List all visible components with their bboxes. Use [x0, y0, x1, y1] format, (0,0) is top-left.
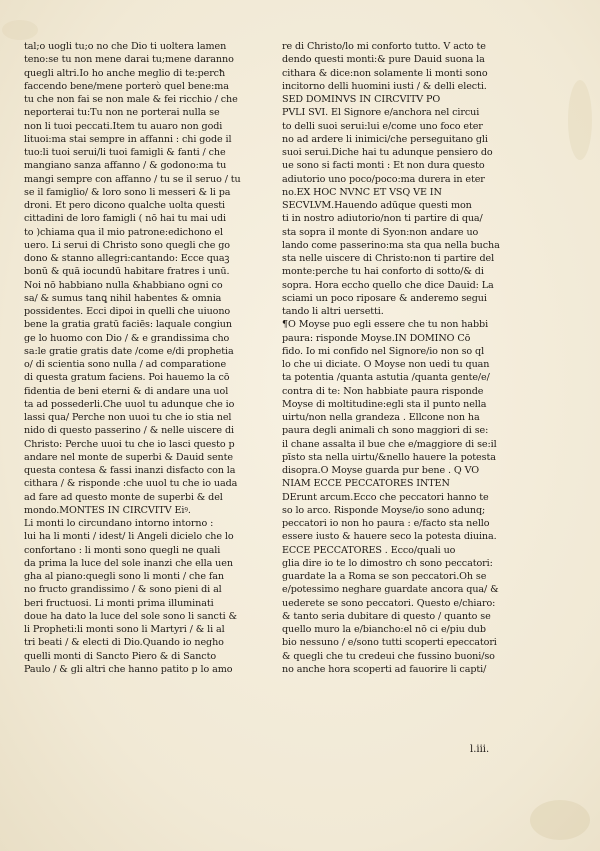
text-line: sopra. Hora eccho quello che dice Dauid: La	[282, 279, 494, 291]
text-line: lassi qua/ Perche non uuoi tu che io stia nel	[24, 412, 232, 423]
text-line: uero. Li serui di Christo sono quegli che go	[24, 239, 230, 251]
text-line: NIAM ECCE PECCATORES INTEN	[282, 478, 450, 490]
text-line: tu che non fai se non male & fei ricchio / che	[24, 94, 238, 105]
text-line: fidentia de beni eterni & di andare una uol	[24, 385, 229, 397]
text-line: DErunt arcum.Ecco che peccatori hanno te	[282, 491, 489, 503]
text-line: & quegli che tu credeui che fussino buoni/so	[282, 650, 495, 662]
text-line: beri fructuosi. Li monti prima illuminati	[24, 597, 214, 609]
text-line: re di Christo/lo mi conforto tutto. V acto te	[282, 41, 486, 52]
text-line: Noi nō habbiano nulla &habbiano ogni co	[24, 279, 223, 291]
text-line: Paulo / & gli altri che hanno patito p lo amo	[24, 663, 233, 675]
text-line: faccendo bene/mene porterò quel bene:ma	[24, 80, 229, 92]
text-line: lui ha li monti / idest/ li Angeli dicielo che lo	[24, 531, 234, 543]
text-line: peccatori io non ho paura : e/facto sta nello	[282, 518, 490, 529]
text-line: sta sopra il monte di Syon:non andare uo	[282, 226, 479, 238]
text-line: dono & stanno allegri:cantando: Ecce quaꝫ	[24, 253, 230, 264]
text-line: non li tuoi peccati.Item tu auaro non godi	[24, 120, 223, 132]
right-text-column	[282, 40, 522, 676]
text-line: doue ha dato la luce del sole sono li sancti &	[24, 610, 237, 622]
text-line: uirtu/non nella grandeza . Ellcone non ha	[282, 412, 480, 423]
text-line: li Propheti:li monti sono li Martyri / & li al	[24, 624, 225, 635]
text-line: quello muro la e/biancho:el nō ci e/piu dub	[282, 624, 486, 635]
text-line: mangi sempre con affanno / tu se il seruo / tu	[24, 173, 241, 185]
text-line: sa:le gratie gratis date /come e/di prophetia	[24, 345, 234, 357]
text-line: cithara & dice:non solamente li monti sono	[282, 67, 488, 79]
text-line: paura: risponde Moyse.IN DOMINO Cō	[282, 332, 471, 344]
text-line: sciami un poco riposare & anderemo segui	[282, 292, 487, 304]
text-line: no fructo grandissimo / & sono pieni di al	[24, 584, 222, 596]
text-line: & tanto seria dubitare di questo / quanto se	[282, 610, 491, 622]
text-line: disopra.O Moyse guarda pur bene . Q VO	[282, 465, 480, 476]
text-line: essere iusto & hauere seco la potesta diuina.	[282, 531, 497, 543]
text-line: questa contesa & fassi inanzi disfacto con la	[24, 465, 236, 476]
text-line: droni. Et pero dicono qualche uolta questi	[24, 200, 226, 211]
text-line: lo che ui diciate. O Moyse non uedi tu quan	[282, 359, 490, 370]
text-line: tuo:li tuoi serui/li tuoi famigli & fanti / che	[24, 147, 226, 158]
text-line: no.EX HOC NVNC ET VSQ VE IN	[282, 186, 442, 198]
text-line: quelli monti di Sancto Piero & di Sancto	[24, 650, 216, 662]
text-line: ad fare ad questo monte de superbi & del	[24, 491, 223, 503]
text-line: o/ di scientia sono nulla / ad comparatione	[24, 359, 227, 370]
text-line: nido di questo passerino / & nelle uiscere di	[24, 425, 234, 437]
text-line: Christo: Perche uuoi tu che io lasci questo p	[24, 438, 235, 450]
text-line: adiutorio uno poco/poco:ma durera in eter	[282, 173, 485, 185]
text-line: SECVLVM.Hauendo adūque questi mon	[282, 200, 472, 211]
text-line: incitorno delli huomini iusti / & delli electi.	[282, 80, 487, 92]
left-text-column	[24, 40, 260, 676]
text-line: mondo.MONTES IN CIRCVITV Eiꝰ.	[24, 504, 191, 516]
text-line: bene la gratia gratū faciēs: laquale congiun	[24, 319, 232, 331]
text-line: no ad ardere li inimici/che perseguitano gli	[282, 133, 488, 145]
text-line: ta potentia /quanta astutia /quanta gente/e/	[282, 372, 490, 384]
text-line: se il famiglio/ & loro sono li messeri & li pa	[24, 186, 231, 198]
text-line: monte:perche tu hai conforto di sotto/& di	[282, 266, 484, 278]
text-line: lituoi:ma stai sempre in affanni : chi gode il	[24, 133, 232, 145]
text-line: ¶O Moyse puo egli essere che tu non habbi	[282, 319, 489, 331]
text-line: PVLI SVI. El Signore e/anchora nel circui	[282, 107, 480, 119]
text-line: so lo arco. Risponde Moyse/io sono adunq;	[282, 504, 486, 516]
text-line: tando li altri uersetti.	[282, 306, 384, 317]
text-line: ge lo huomo con Dio / & e grandissima cho	[24, 332, 230, 344]
text-line: confortano : li monti sono quegli ne quali	[24, 544, 221, 556]
text-line: tal;o uogli tu;o no che Dio ti uoltera lamen	[24, 41, 227, 52]
text-line: possidentes. Ecci dipoi in quelli che uiuono	[24, 306, 231, 317]
text-line: ta ad possederli.Che uuol tu adunque che io	[24, 398, 235, 410]
text-line: sta nelle uiscere di Christo:non ti partire del	[282, 253, 495, 264]
text-line: lando come passerino:ma sta qua nella bucha	[282, 239, 500, 251]
text-line: andare nel monte de superbi & Dauid sente	[24, 451, 233, 463]
text-line: e/potessimo neghare guardate ancora qua/ &	[282, 584, 499, 596]
text-line: uederete se sono peccatori. Questo e/chiaro:	[282, 597, 496, 609]
text-line: teno:se tu non mene darai tu;mene daranno	[24, 54, 234, 66]
text-line: ti in nostro adiutorio/non ti partire di qua/	[282, 213, 483, 225]
signature-mark: l.iii.	[470, 744, 490, 755]
text-line: SED DOMINVS IN CIRCVITV PO	[282, 94, 441, 105]
text-line: to delli suoi serui:lui e/come uno foco eter	[282, 120, 483, 132]
text-line: bonū & quā iocundū habitare fratres i unū.	[24, 266, 230, 278]
text-line: paura degli animali ch sono maggiori di se:	[282, 425, 489, 437]
text-line: to )chiama qua il mio patrone:edichono el	[24, 226, 223, 238]
text-line: di questa gratum faciens. Poi hauemo la cō	[24, 372, 230, 384]
text-line: pīsto sta nella uirtu/&nello hauere la potesta	[282, 451, 496, 463]
text-line: tri beati / & electi di Dio.Quando io negho	[24, 637, 224, 649]
text-line: Moyse di moltitudine:egli sta il punto nella	[282, 398, 487, 410]
text-line: dendo questi monti:& pure Dauid suona la	[282, 54, 485, 66]
text-line: il chane assalta il bue che e/maggiore di se:il	[282, 438, 497, 450]
text-line: guardate la a Roma se son peccatori.Oh se	[282, 571, 487, 582]
text-line: ECCE PECCATORES . Ecco/quali uo	[282, 544, 456, 556]
text-line: fido. Io mi confido nel Signore/io non so ql	[282, 345, 485, 357]
text-line: cithara / & risponde :che uuol tu che io uada	[24, 478, 238, 490]
text-line: glia dire io te lo dimostro ch sono peccatori:	[282, 557, 493, 569]
text-line: bio nessuno / e/sono tutti scoperti epeccatori	[282, 637, 497, 649]
text-line: quegli altri.Io ho anche meglio di te:percħ	[24, 67, 226, 79]
text-line: da prima la luce del sole inanzi che ella uen	[24, 557, 233, 569]
text-line: contra di te: Non habbiate paura risponde	[282, 385, 484, 397]
text-line: sa/ & sumus tanꝗ nihil habentes & omnia	[24, 292, 222, 304]
text-line: ue sono si facti monti : Et non dura questo	[282, 160, 485, 172]
text-line: neporterai tu:Tu non ne porterai nulla se	[24, 107, 220, 119]
text-line: suoi serui.Diche hai tu adunque pensiero do	[282, 147, 493, 158]
text-line: no anche hora scoperti ad fauorire li capti/	[282, 663, 487, 675]
text-line: cittadini de loro famigli ( nō hai tu mai udi	[24, 213, 226, 225]
text-line: gha al piano:quegli sono li monti / che fan	[24, 571, 224, 582]
text-line: Li monti lo circundano intorno intorno :	[24, 518, 214, 529]
text-line: mangiano sanza affanno / & godono:ma tu	[24, 160, 227, 172]
